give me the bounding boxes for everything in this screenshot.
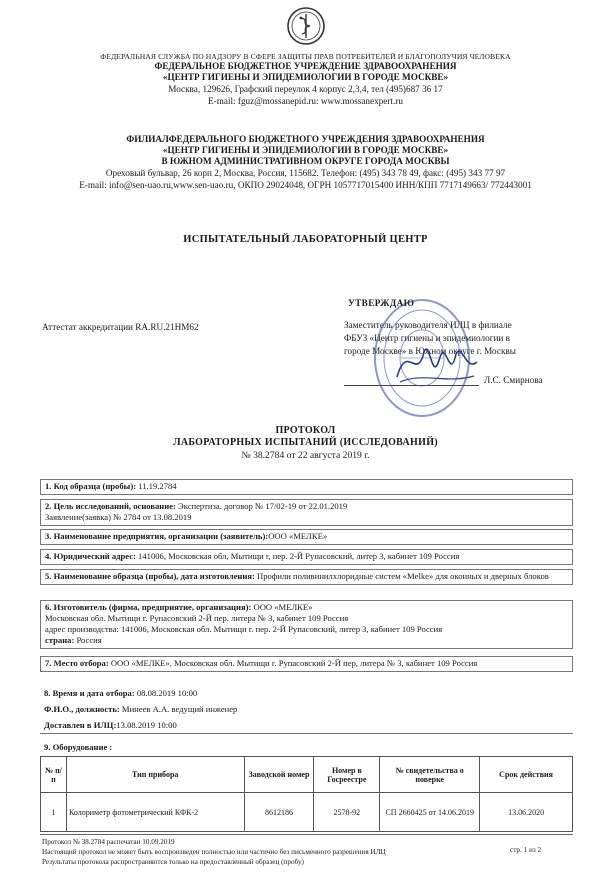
section-6 — [40, 600, 573, 649]
col-header-device-type: Тип прибора — [66, 757, 244, 793]
section-8-person-value: Минеев А.А. ведущий инженер — [119, 704, 238, 714]
footer-line1: Протокол № 38.2784 распечатан 10.09.2019 — [42, 838, 175, 846]
emblem-icon — [286, 6, 326, 46]
section-8-delivered-label: Доставлен в ИЛЦ: — [44, 720, 117, 730]
cell-device-type: Колориметр фотометрический КФК-2 — [66, 793, 244, 832]
branch-line2: «ЦЕНТР ГИГИЕНЫ И ЭПИДЕМИОЛОГИИ В ГОРОДЕ МОСКВЕ» — [162, 145, 449, 155]
section-1 — [40, 479, 573, 495]
table-row — [41, 793, 573, 832]
section-4-label: 4. Юридический адрес: — [45, 551, 136, 561]
cell-number: 1 — [41, 793, 67, 832]
accreditation: Аттестат аккредитации RA.RU.21НМ62 — [42, 322, 199, 332]
header-line3: «ЦЕНТР ГИГИЕНЫ И ЭПИДЕМИОЛОГИИ В ГОРОДЕ МОСКВЕ» — [162, 72, 449, 82]
approve-title: УТВЕРЖДАЮ — [348, 298, 415, 308]
page-number: стр. 1 из 2 — [510, 846, 542, 854]
footer-line2: Настоящий протокол не может быть воспроизведен полностью или частично без письменного разрешения ИЛЦ — [42, 848, 386, 856]
cell-certificate: СП 2660425 от 14.06.2019 — [380, 793, 480, 832]
section-1-label: 1. Код образца (пробы): — [45, 481, 137, 491]
section-1-value: 11.19.2784 — [136, 481, 177, 491]
footer-line3: Результаты протокола распространяются только на предоставленный образец (пробу) — [42, 858, 304, 866]
section-5-value: Профили поливинилхлоридные систем «Melke» для оконных и дверных блоков — [254, 571, 549, 581]
section-4-value: 141006, Московская обл, Мытищи г, пер. 2-Й Рупасовский, литер 3, кабинет 109 Россия — [135, 551, 460, 561]
header-line2: ФЕДЕРАЛЬНОЕ БЮДЖЕТНОЕ УЧРЕЖДЕНИЕ ЗДРАВООХРАНЕНИЯ — [154, 61, 457, 71]
signature — [392, 332, 482, 392]
lab-center-title: ИСПЫТАТЕЛЬНЫЙ ЛАБОРАТОРНЫЙ ЦЕНТР — [183, 234, 428, 245]
section-2 — [40, 499, 573, 526]
section-7-label: 7. Место отбора: — [45, 658, 109, 668]
section-6-line3: адрес производства: 141006, Московская обл. Мытищи г. пер. 2-Й Рупасовский, литер 3, кабинет 109 Россия — [45, 624, 443, 634]
section-7 — [40, 656, 573, 672]
section-5 — [40, 569, 573, 585]
approver-name: Л.С. Смирнова — [484, 375, 543, 385]
cell-registry: 2578-92 — [314, 793, 380, 832]
section-3 — [40, 529, 573, 545]
cell-serial: 8612186 — [244, 793, 314, 832]
section-6-value: ООО «МЕЛКЕ» — [251, 602, 313, 612]
protocol-subtitle: ЛАБОРАТОРНЫХ ИСПЫТАНИЙ (ИССЛЕДОВАНИЙ) — [173, 437, 438, 448]
section-8 — [40, 687, 573, 734]
section-9-label: 9. Оборудование : — [44, 742, 113, 752]
col-header-serial: Заводской номер — [244, 757, 314, 793]
section-6-country-value: Россия — [74, 635, 102, 645]
section-6-line2: Московская обл. Мытищи г. Рупасовский 2-Й пер. литера № 3, кабинет 109 Россия — [45, 613, 349, 623]
col-header-registry: Номер в Госреестре — [314, 757, 380, 793]
col-header-certificate: № свидетельства о поверке — [380, 757, 480, 793]
approve-line1: Заместитель руководителя ИЛЦ в филиале — [344, 320, 512, 330]
section-8-value: 08.08.2019 10:00 — [134, 688, 198, 698]
branch-line4: Ореховый бульвар, 26 корп 2, Москва, Россия, 115682. Телефон: (495) 343 78 49, факс: (495) 343 77 97 — [105, 168, 506, 178]
branch-line5: E-mail: info@sen-uao.ru,www.sen-uao.ru, ОКПО 29024048, ОГРН 1057717015400 ИНН/КПП 7717149663/ 772443001 — [79, 180, 532, 190]
section-2-label: 2. Цель исследований, основание: — [45, 501, 176, 511]
section-3-label: 3. Наименование предприятия, организации (заявитель): — [45, 531, 269, 541]
footer-divider — [40, 834, 573, 835]
protocol-number: № 38.2784 от 22 августа 2019 г. — [241, 450, 370, 461]
section-6-label: 6. Изготовитель (фирма, предприятие, организация): — [45, 602, 252, 612]
section-2-value: Экспертиза. договор № 17/02-19 от 22.01.2019 — [175, 501, 348, 511]
section-2-line2: Заявление(заявка) № 2784 от 13.08.2019 — [45, 512, 192, 522]
protocol-title: ПРОТОКОЛ — [275, 425, 336, 436]
cell-validity: 13.06.2020 — [480, 793, 573, 832]
equipment-header-row — [41, 757, 573, 793]
section-8-label: 8. Время и дата отбора: — [44, 688, 135, 698]
col-header-number: № п/п — [41, 757, 67, 793]
equipment-table — [40, 756, 573, 832]
section-8-person-label: Ф.И.О., должность: — [44, 704, 120, 714]
branch-line1: ФИЛИАЛФЕДЕРАЛЬНОГО БЮДЖЕТНОГО УЧРЕЖДЕНИЯ ЗДРАВООХРАНЕНИЯ — [126, 134, 485, 144]
section-7-value: ООО «МЕЛКЕ», Московская обл. Мытищи г. Рупасовский 2-Й пер, литера № 3, кабинет 109 Россия — [108, 658, 478, 668]
col-header-validity: Срок действия — [480, 757, 573, 793]
header-line4: Москва, 129626, Графский переулок 4 корпус 2,3,4, тел (495)687 36 17 — [168, 84, 443, 94]
section-3-value: ООО «МЕЛКЕ» — [268, 531, 328, 541]
section-6-country-label: страна: — [45, 635, 75, 645]
approve-line2: ФБУЗ «Центр гигиены и эпидемиологии в — [344, 333, 510, 343]
branch-line3: В ЮЖНОМ АДМИНИСТРАТИВНОМ ОКРУГЕ ГОРОДА МОСКВЫ — [161, 156, 450, 166]
header-line1: ФЕДЕРАЛЬНАЯ СЛУЖБА ПО НАДЗОРУ В СФЕРЕ ЗАЩИТЫ ПРАВ ПОТРЕБИТЕЛЕЙ И БЛАГОПОЛУЧИЯ ЧЕЛОВЕКА — [100, 52, 511, 61]
section-5-label: 5. Наименование образца (пробы), дата изготовления: — [45, 571, 255, 581]
section-4 — [40, 549, 573, 565]
header-line5: E-mail: fguz@mossanepid.ru: www.mossanexpert.ru — [208, 96, 403, 106]
section-8-delivered-value: 13.08.2019 10:00 — [116, 720, 177, 730]
approve-line3: городе Москве» в Южном округе г. Москвы — [344, 346, 516, 356]
